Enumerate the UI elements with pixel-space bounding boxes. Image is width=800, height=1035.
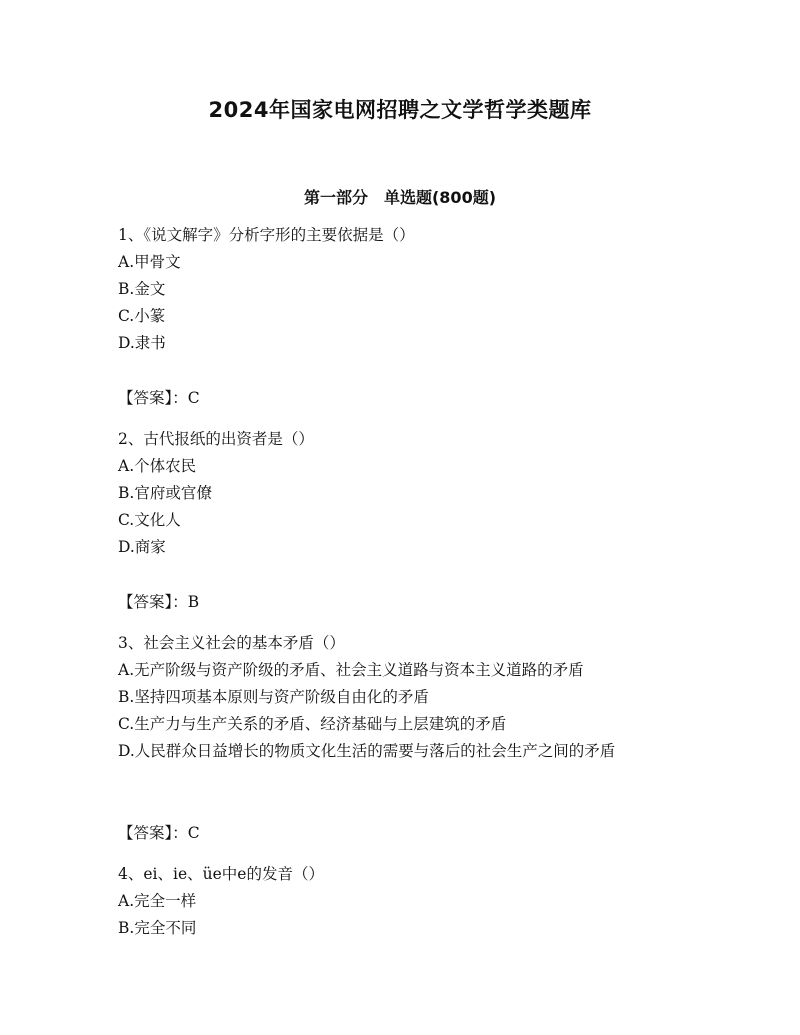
answer-label: 【答案】： [118,593,188,611]
question-stem: 4、ei、ie、üe中e的发音（） [118,865,324,883]
question-stem: 2、古代报纸的出资者是（） [118,430,314,448]
option-d: D.人民群众日益增长的物质文化生活的需要与落后的社会生产之间的矛盾 [118,742,616,760]
option-a: A.个体农民 [118,457,197,475]
answer-line [118,589,199,616]
answer-value: C [187,389,200,407]
option-c: C.小篆 [118,307,166,325]
option-c: C.生产力与生产关系的矛盾、经济基础与上层建筑的矛盾 [118,715,507,733]
answer-label: 【答案】： [118,824,188,842]
section-title: 第一部分 单选题(800题) [303,188,497,207]
option-b: B.完全不同 [118,919,197,937]
question-stem: 3、社会主义社会的基本矛盾（） [118,634,345,652]
option-b: B.坚持四项基本原则与资产阶级自由化的矛盾 [118,688,429,706]
answer-value: C [187,824,200,842]
option-c: C.文化人 [118,511,181,529]
answer-line [118,385,200,412]
option-d: D.商家 [118,538,166,556]
option-a: A.完全一样 [118,892,197,910]
option-a: A.甲骨文 [118,253,181,271]
answer-line [118,820,200,847]
option-b: B.官府或官僚 [118,484,212,502]
answer-label: 【答案】： [118,389,188,407]
answer-value: B [187,593,200,611]
option-b: B.金文 [118,280,166,298]
option-d: D.隶书 [118,334,166,352]
document-title: 2024年国家电网招聘之文学哲学类题库 [208,98,592,122]
question-stem: 1、《说文解字》分析字形的主要依据是（） [118,226,415,244]
option-a: A.无产阶级与资产阶级的矛盾、社会主义道路与资本主义道路的矛盾 [118,661,584,679]
